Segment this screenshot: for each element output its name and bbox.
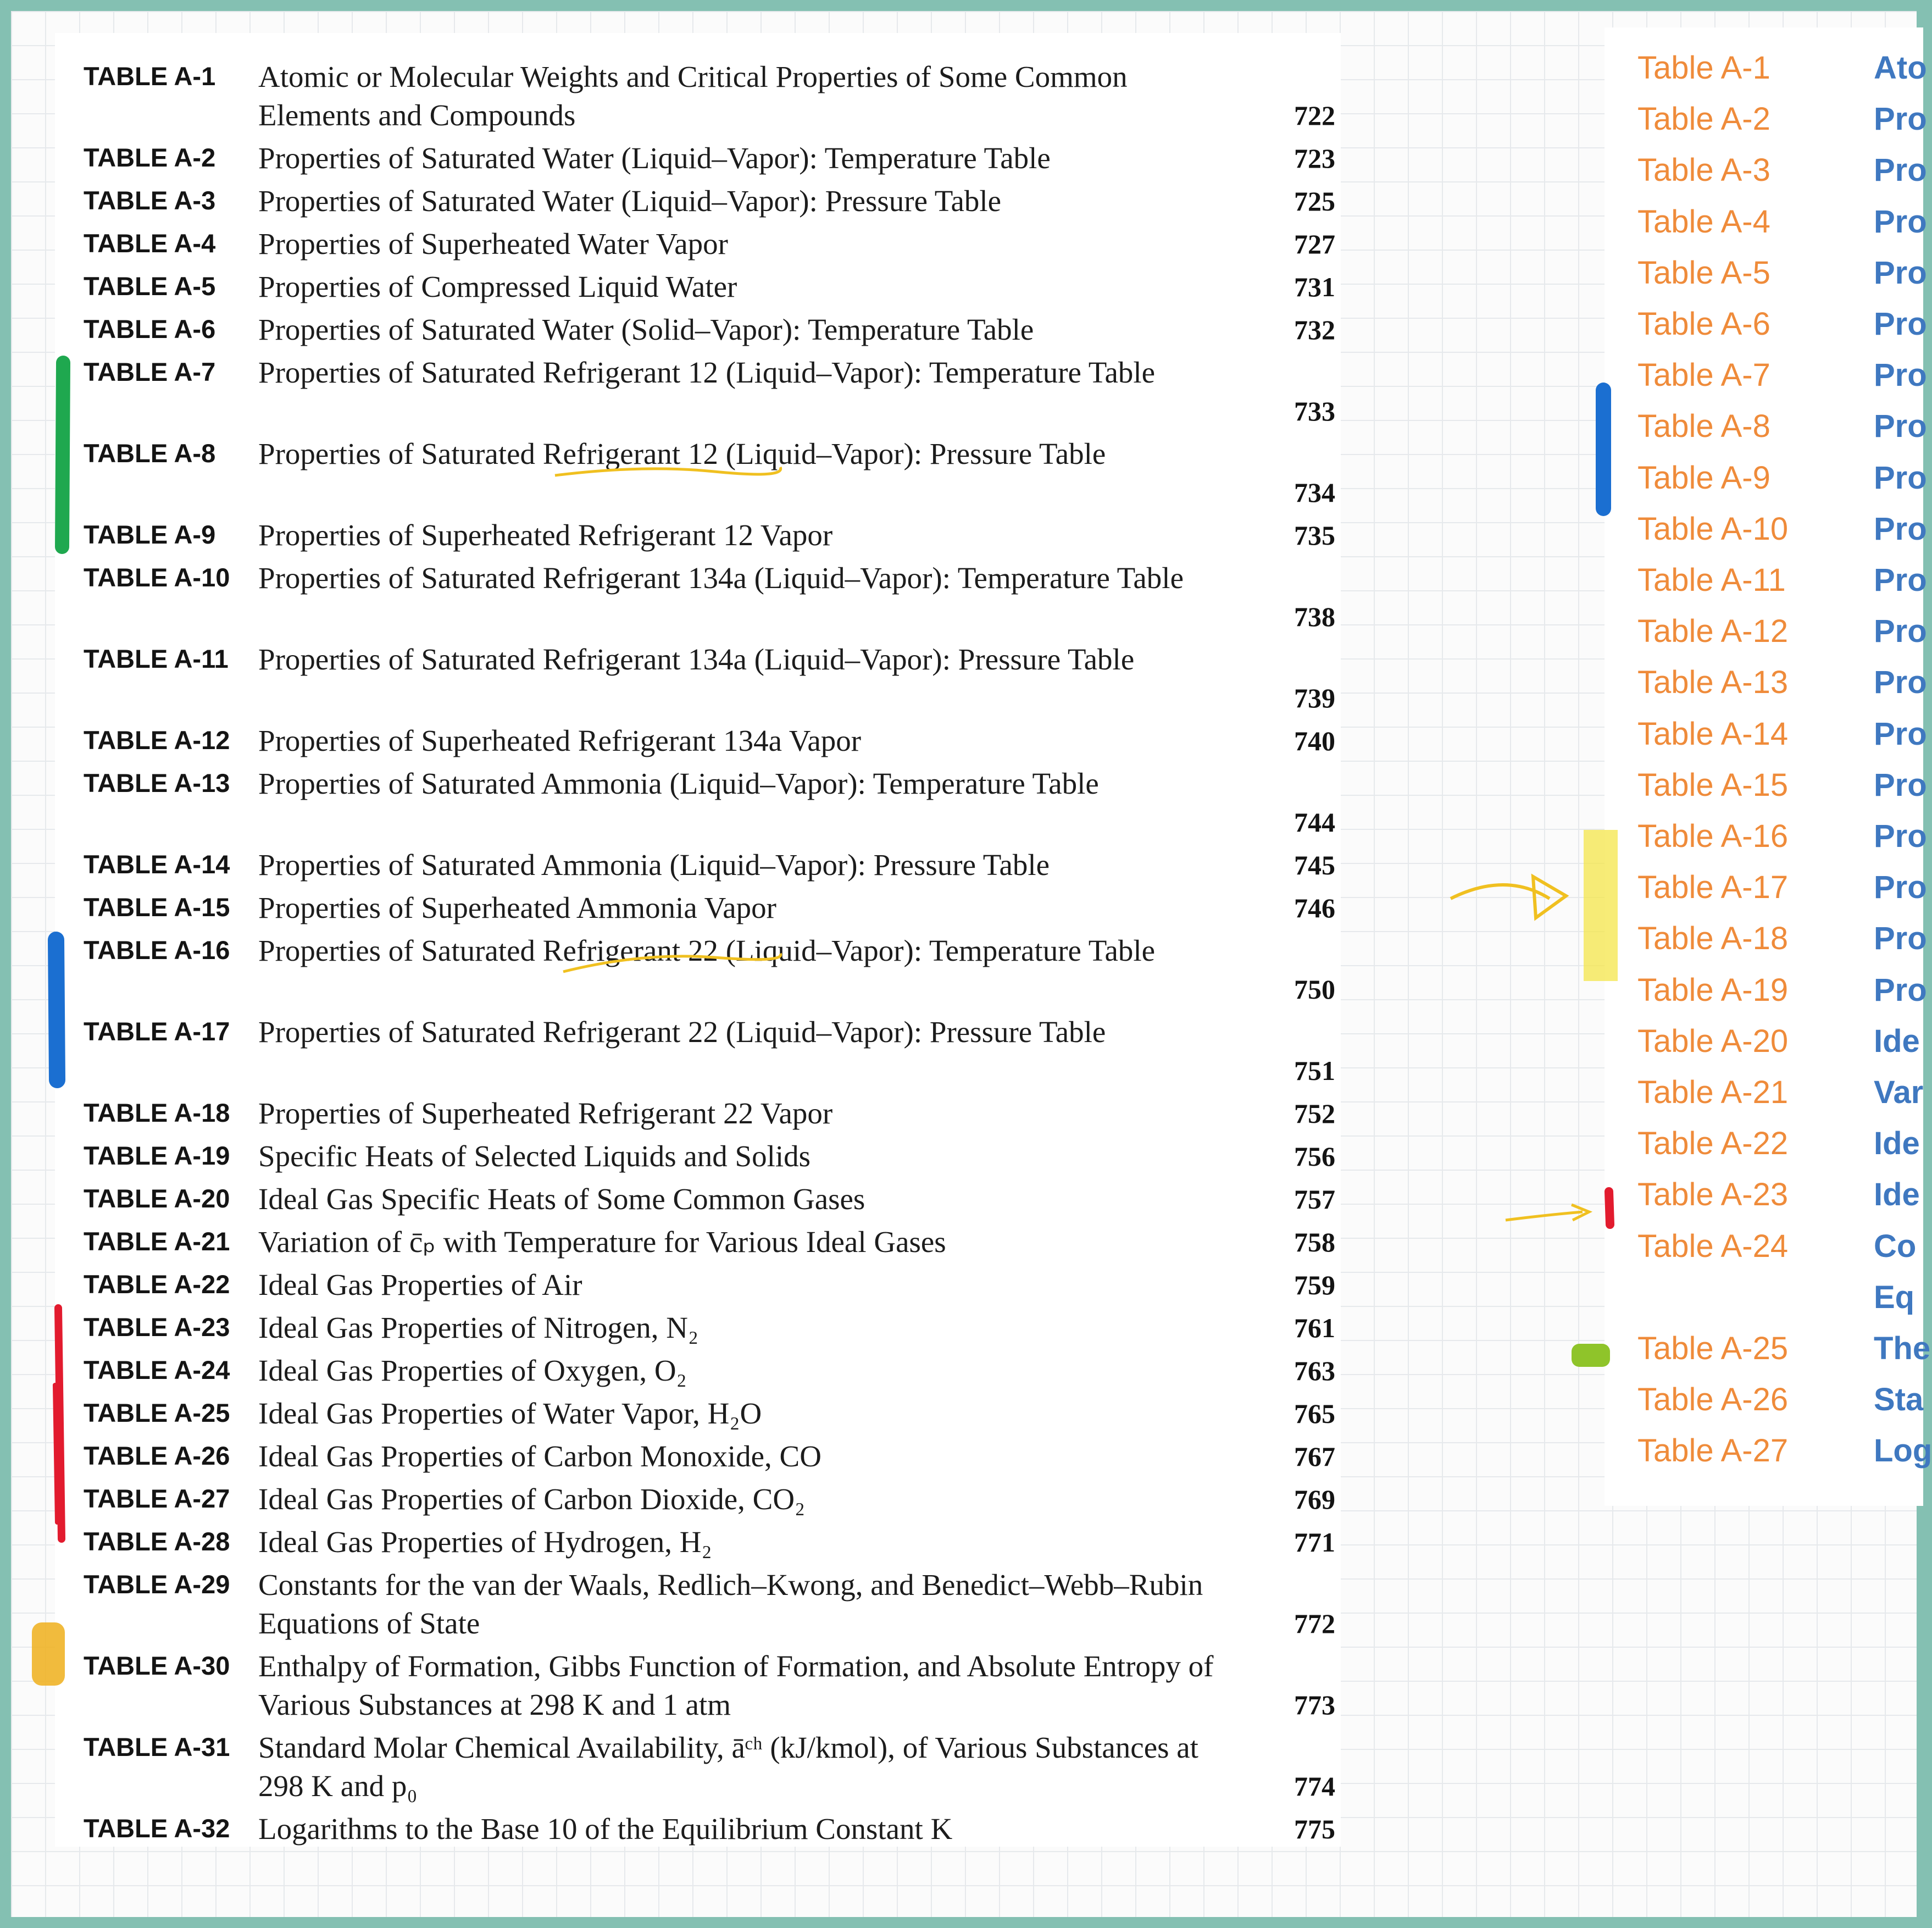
toc-entry-id: TABLE A-20 [84, 1184, 230, 1213]
toc-entry-id: TABLE A-15 [84, 893, 230, 922]
toc-entry-title: Properties of Saturated Water (Liquid–Vapor): Temperature Table [258, 141, 1051, 175]
digital-toc-description[interactable]: Ato [1874, 50, 1927, 86]
toc-entry-title: Properties of Saturated Refrigerant 134a (Liquid–Vapor): Temperature Table [258, 561, 1184, 595]
digital-toc-item[interactable] [1605, 101, 1927, 152]
toc-entry-id: TABLE A-13 [84, 768, 230, 797]
digital-toc-label[interactable]: Table A-4 [1637, 203, 1770, 240]
toc-entry-title: Ideal Gas Properties of Nitrogen, N₂ [258, 1311, 699, 1344]
toc-entry-id: TABLE A-3 [84, 186, 216, 215]
toc-entry-page-number: 774 [1294, 1771, 1335, 1802]
digital-toc-label[interactable]: Table A-26 [1637, 1382, 1789, 1418]
digital-toc-label[interactable]: Table A-15 [1637, 767, 1789, 803]
digital-toc-item[interactable] [1605, 1381, 1923, 1432]
digital-toc-list [1605, 27, 1932, 1506]
digital-toc-label[interactable]: Table A-5 [1637, 254, 1770, 291]
toc-entry-title: Properties of Saturated Refrigerant 134a (Liquid–Vapor): Pressure Table [258, 642, 1135, 676]
toc-entry [55, 353, 1341, 430]
toc-entry-page-number: 756 [1294, 1141, 1335, 1172]
toc-entry-title: Ideal Gas Properties of Water Vapor, H₂O [258, 1397, 762, 1430]
digital-toc-item[interactable] [1605, 203, 1927, 254]
toc-entry-id: TABLE A-5 [84, 272, 216, 301]
toc-entry [55, 1309, 1341, 1347]
digital-toc-item[interactable] [1605, 1228, 1923, 1279]
toc-entry-id: TABLE A-2 [84, 143, 216, 172]
digital-toc-description[interactable]: Pro [1874, 152, 1927, 189]
toc-entry-page-number: 765 [1294, 1398, 1335, 1429]
toc-entry [55, 182, 1341, 220]
digital-toc-description[interactable]: Pro [1874, 869, 1927, 906]
toc-entry-title: Logarithms to the Base 10 of the Equilibrium Constant K [258, 1812, 953, 1846]
toc-entry-title: Properties of Superheated Refrigerant 22 Vapor [258, 1096, 833, 1130]
toc-entry [55, 225, 1341, 263]
toc-entry [55, 722, 1341, 760]
toc-entry-title: Ideal Gas Properties of Air [258, 1268, 582, 1301]
book-toc-page [55, 33, 1341, 1847]
toc-entry-title: Properties of Superheated Ammonia Vapor [258, 891, 776, 924]
digital-toc-description[interactable]: Pro [1874, 818, 1927, 854]
toc-entry [55, 1180, 1341, 1218]
toc-entry-id: TABLE A-28 [84, 1527, 230, 1556]
toc-entry-title: Properties of Saturated Ammonia (Liquid–Vapor): Pressure Table [258, 848, 1050, 882]
toc-entry [55, 516, 1341, 555]
toc-entry [55, 932, 1341, 1009]
digital-toc-item[interactable] [1605, 152, 1927, 203]
digital-toc-item[interactable] [1605, 306, 1927, 357]
toc-entry-id: TABLE A-23 [84, 1312, 230, 1342]
toc-entry-id: TABLE A-10 [84, 563, 230, 592]
digital-toc-item[interactable] [1605, 716, 1927, 767]
toc-entry-title: Atomic or Molecular Weights and Critical Properties of Some Common Elements and Compounds [258, 60, 1128, 132]
toc-entry [55, 1394, 1341, 1433]
digital-toc-item[interactable] [1605, 357, 1927, 408]
toc-entry-title: Enthalpy of Formation, Gibbs Function of Formation, and Absolute Entropy of Various Substances at 298 K and 1 atm [258, 1649, 1214, 1721]
digital-toc-label[interactable]: Table A-27 [1637, 1433, 1789, 1469]
digital-toc-description[interactable]: Co [1874, 1228, 1917, 1264]
toc-entry-page-number: 763 [1294, 1355, 1335, 1386]
toc-entry [55, 1094, 1341, 1133]
digital-toc-description[interactable]: Eq [1874, 1279, 1915, 1315]
digital-toc-label[interactable]: Table A-12 [1637, 613, 1789, 650]
toc-entry-id: TABLE A-12 [84, 725, 230, 755]
toc-entry-id: TABLE A-19 [84, 1141, 230, 1170]
toc-entry-page-number: 744 [1294, 807, 1335, 838]
toc-entry-page-number: 738 [1294, 601, 1335, 632]
toc-entry-title: Ideal Gas Specific Heats of Some Common Gases [258, 1182, 865, 1216]
digital-toc-description[interactable]: Pro [1874, 306, 1927, 342]
toc-entry-id: TABLE A-17 [84, 1017, 230, 1046]
toc-entry [55, 139, 1341, 178]
toc-entry [55, 640, 1341, 717]
toc-entry-title: Properties of Superheated Refrigerant 12 Vapor [258, 518, 833, 552]
toc-entry-page-number: 733 [1294, 396, 1335, 426]
toc-entry [55, 268, 1341, 306]
digital-toc-item[interactable] [1605, 767, 1927, 818]
digital-toc-item[interactable] [1605, 613, 1927, 664]
toc-entry [55, 764, 1341, 841]
digital-toc-description[interactable]: Log [1874, 1433, 1932, 1469]
yellow-arrow-mark [1451, 877, 1566, 918]
toc-entry [55, 58, 1341, 135]
digital-toc-description[interactable]: Pro [1874, 716, 1927, 752]
toc-entry-title: Properties of Saturated Water (Solid–Vapor): Temperature Table [258, 313, 1034, 346]
toc-entry [55, 846, 1341, 884]
digital-toc-label[interactable]: Table A-13 [1637, 664, 1789, 701]
toc-entry [55, 1566, 1341, 1643]
toc-entry [55, 559, 1341, 636]
digital-toc-description[interactable]: Pro [1874, 459, 1927, 496]
toc-entry-page-number: 759 [1294, 1270, 1335, 1300]
digital-toc-label[interactable]: Table A-18 [1637, 921, 1789, 957]
digital-toc-description[interactable]: Pro [1874, 408, 1927, 445]
toc-entry-id: TABLE A-9 [84, 520, 216, 549]
digital-toc-description[interactable]: Ide [1874, 1177, 1920, 1213]
digital-toc-label[interactable]: Table A-9 [1637, 459, 1770, 496]
digital-toc-label[interactable]: Table A-6 [1637, 306, 1770, 342]
toc-entry-title: Properties of Saturated Ammonia (Liquid–Vapor): Temperature Table [258, 767, 1099, 800]
toc-entry-title: Ideal Gas Properties of Oxygen, O₂ [258, 1354, 687, 1387]
toc-entry-title: Properties of Compressed Liquid Water [258, 270, 737, 303]
digital-toc-label[interactable]: Table A-25 [1637, 1331, 1789, 1366]
toc-entry-page-number: 740 [1294, 725, 1335, 756]
digital-toc-description[interactable]: Var [1874, 1074, 1924, 1110]
toc-entry-title: Ideal Gas Properties of Hydrogen, H₂ [258, 1525, 712, 1559]
digital-toc-item[interactable] [1605, 408, 1927, 459]
digital-toc-label[interactable]: Table A-20 [1637, 1023, 1789, 1059]
yellow-arrow-mark-2 [1506, 1205, 1589, 1220]
digital-toc-label[interactable]: Table A-22 [1637, 1126, 1789, 1162]
toc-entry [55, 889, 1341, 927]
toc-entry-id: TABLE A-18 [84, 1098, 230, 1127]
toc-entry-id: TABLE A-24 [84, 1355, 230, 1384]
toc-entry-page-number: 739 [1294, 683, 1335, 713]
toc-entry-page-number: 758 [1294, 1227, 1335, 1257]
digital-toc-description[interactable]: Sta [1874, 1382, 1924, 1418]
toc-entry-page-number: 752 [1294, 1098, 1335, 1129]
toc-entry-id: TABLE A-26 [84, 1441, 230, 1470]
toc-entry-title: Properties of Superheated Refrigerant 134a Vapor [258, 724, 862, 757]
toc-entry-page-number: 732 [1294, 314, 1335, 345]
digital-toc-description[interactable]: Pro [1874, 972, 1927, 1008]
digital-toc-description[interactable]: Pro [1874, 562, 1927, 598]
digital-toc-item[interactable] [1605, 869, 1927, 920]
toc-entry-id: TABLE A-30 [84, 1651, 230, 1680]
digital-toc-description[interactable]: Pro [1874, 921, 1927, 957]
digital-toc-description[interactable]: Ide [1874, 1126, 1920, 1162]
digital-toc-item[interactable] [1605, 459, 1927, 511]
digital-toc-item[interactable] [1605, 1330, 1931, 1381]
toc-entry [55, 1728, 1341, 1805]
toc-entry-page-number: 767 [1294, 1441, 1335, 1472]
toc-entry-title: Ideal Gas Properties of Carbon Dioxide, CO₂ [258, 1482, 806, 1516]
digital-toc-description[interactable]: Pro [1874, 357, 1927, 394]
toc-entry-id: TABLE A-8 [84, 439, 216, 468]
toc-entry [55, 1013, 1341, 1090]
digital-toc-item[interactable] [1605, 920, 1927, 971]
digital-toc-label[interactable]: Table A-24 [1637, 1228, 1789, 1264]
toc-entry-id: TABLE A-27 [84, 1484, 230, 1513]
toc-entry [55, 435, 1341, 512]
toc-entry [55, 1523, 1341, 1561]
toc-entry-page-number: 731 [1294, 272, 1335, 302]
toc-entry-page-number: 775 [1294, 1814, 1335, 1844]
digital-toc-item[interactable] [1605, 972, 1927, 1023]
toc-entry-title: Properties of Saturated Refrigerant 12 (Liquid–Vapor): Temperature Table [258, 356, 1156, 389]
digital-toc-label[interactable]: Table A-7 [1637, 357, 1770, 394]
digital-toc-item[interactable] [1605, 818, 1927, 869]
toc-entry [55, 1437, 1341, 1476]
digital-toc-description[interactable]: Pro [1874, 254, 1927, 291]
digital-toc-label[interactable]: Table A-21 [1637, 1074, 1789, 1110]
digital-toc-label[interactable]: Table A-2 [1637, 101, 1770, 137]
toc-entry-id: TABLE A-6 [84, 314, 216, 344]
toc-entry [55, 1480, 1341, 1519]
digital-toc-label[interactable]: Table A-14 [1637, 716, 1789, 752]
digital-toc-description[interactable]: Pro [1874, 511, 1927, 547]
toc-entry-id: TABLE A-29 [84, 1570, 230, 1599]
toc-entry-title: Ideal Gas Properties of Carbon Monoxide, CO [258, 1439, 821, 1473]
digital-toc-item[interactable] [1605, 49, 1927, 101]
toc-entry [55, 1351, 1341, 1390]
digital-toc-label[interactable]: Table A-11 [1637, 562, 1786, 598]
toc-entry [55, 1810, 1341, 1848]
toc-entry-title: Properties of Saturated Water (Liquid–Vapor): Pressure Table [258, 184, 1002, 218]
toc-entry [55, 311, 1341, 349]
digital-toc-description[interactable]: The [1874, 1331, 1931, 1366]
digital-toc-item[interactable] [1605, 511, 1927, 562]
digital-toc-label[interactable]: Table A-10 [1637, 511, 1789, 547]
toc-entry-page-number: 771 [1294, 1527, 1335, 1558]
toc-entry-title: Specific Heats of Selected Liquids and Solids [258, 1139, 811, 1173]
digital-toc-label[interactable]: Table A-23 [1637, 1177, 1789, 1213]
grid-paper-sheet [11, 11, 1932, 1917]
digital-toc-label[interactable]: Table A-1 [1637, 50, 1770, 86]
digital-toc-item[interactable] [1605, 254, 1927, 306]
toc-entry-page-number: 751 [1294, 1055, 1335, 1086]
toc-entry-page-number: 772 [1294, 1608, 1335, 1639]
toc-entry-title: Properties of Superheated Water Vapor [258, 227, 728, 261]
digital-toc-description[interactable]: Pro [1874, 101, 1927, 137]
digital-toc-label[interactable]: Table A-16 [1637, 818, 1789, 854]
toc-entry-page-number: 745 [1294, 850, 1335, 880]
toc-entry-id: TABLE A-31 [84, 1732, 230, 1761]
toc-entry-title: Standard Molar Chemical Availability, āᶜʰ (kJ/kmol), of Various Substances at 298 K and p₀ [258, 1731, 1198, 1803]
toc-entry-page-number: 735 [1294, 520, 1335, 551]
toc-entry-page-number: 727 [1294, 229, 1335, 259]
digital-toc-label[interactable]: Table A-3 [1637, 152, 1770, 189]
toc-entry-id: TABLE A-32 [84, 1814, 230, 1843]
toc-entry-title: Properties of Saturated Refrigerant 22 (Liquid–Vapor): Temperature Table [258, 934, 1156, 967]
toc-entry [55, 1137, 1341, 1176]
toc-entry-id: TABLE A-16 [84, 935, 230, 965]
digital-toc-description[interactable]: Pro [1874, 613, 1927, 650]
digital-toc-label[interactable]: Table A-8 [1637, 408, 1770, 445]
digital-toc-label[interactable]: Table A-19 [1637, 972, 1789, 1008]
toc-entry-title: Properties of Saturated Refrigerant 12 (Liquid–Vapor): Pressure Table [258, 437, 1106, 470]
toc-entry-page-number: 750 [1294, 974, 1335, 1005]
toc-entry-title: Properties of Saturated Refrigerant 22 (Liquid–Vapor): Pressure Table [258, 1015, 1106, 1049]
toc-entry-id: TABLE A-14 [84, 850, 230, 879]
toc-entry-page-number: 725 [1294, 186, 1335, 217]
toc-entry-page-number: 722 [1294, 100, 1335, 131]
toc-entry-title: Constants for the van der Waals, Redlich–Kwong, and Benedict–Webb–Rubin Equations of State [258, 1568, 1203, 1640]
digital-toc-item[interactable] [1605, 664, 1927, 715]
toc-entry-page-number: 734 [1294, 477, 1335, 508]
toc-entry [55, 1223, 1341, 1261]
digital-toc-description[interactable]: Pro [1874, 664, 1927, 701]
digital-toc-label[interactable]: Table A-17 [1637, 869, 1789, 906]
toc-entry-title: Variation of c̄ₚ with Temperature for Various Ideal Gases [258, 1225, 946, 1259]
toc-entry-id: TABLE A-11 [84, 644, 229, 673]
toc-entry-id: TABLE A-1 [84, 62, 216, 91]
digital-toc-item[interactable] [1605, 1074, 1923, 1125]
toc-entry-id: TABLE A-25 [84, 1398, 230, 1427]
digital-toc-item[interactable] [1605, 1432, 1932, 1483]
toc-entry [55, 1266, 1341, 1304]
toc-entry [55, 1647, 1341, 1724]
digital-toc-item[interactable] [1605, 562, 1927, 613]
toc-entry-page-number: 746 [1294, 893, 1335, 923]
digital-toc-item[interactable] [1605, 1023, 1923, 1074]
digital-toc-item[interactable] [1605, 1125, 1923, 1176]
toc-entry-id: TABLE A-7 [84, 357, 216, 386]
toc-entry-page-number: 723 [1294, 143, 1335, 174]
digital-toc-description[interactable]: Pro [1874, 767, 1927, 803]
toc-entry-page-number: 761 [1294, 1312, 1335, 1343]
digital-toc-item[interactable] [1605, 1279, 1923, 1330]
toc-entry-id: TABLE A-22 [84, 1270, 230, 1299]
digital-toc-item[interactable] [1605, 1176, 1923, 1227]
digital-toc-description[interactable]: Ide [1874, 1023, 1920, 1059]
toc-entry-page-number: 757 [1294, 1184, 1335, 1215]
toc-entry-id: TABLE A-21 [84, 1227, 230, 1256]
toc-entry-page-number: 773 [1294, 1689, 1335, 1720]
toc-entry-id: TABLE A-4 [84, 229, 216, 258]
toc-entry-page-number: 769 [1294, 1484, 1335, 1515]
digital-toc-description[interactable]: Pro [1874, 203, 1927, 240]
